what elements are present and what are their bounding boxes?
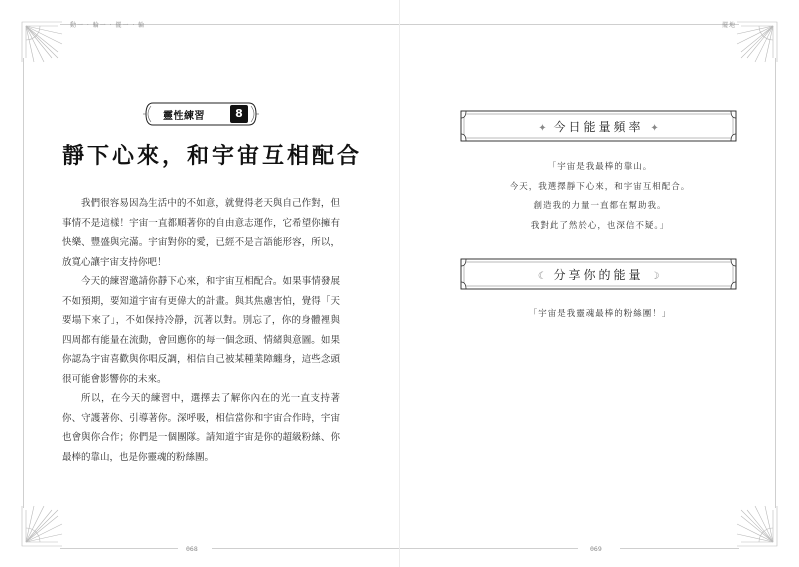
crescent-moon-icon: ☽ xyxy=(650,271,660,282)
sunburst-corner-ornament xyxy=(733,18,781,66)
page-title: 靜下心來，和宇宙互相配合 xyxy=(62,144,363,169)
page-number: 069 xyxy=(590,545,602,553)
sunburst-corner-ornament xyxy=(18,502,66,550)
section-header-share-energy xyxy=(460,258,737,290)
frame-bottom-line xyxy=(400,548,578,549)
frame-bottom-line xyxy=(60,548,178,549)
sparkle-icon: ✦ xyxy=(538,123,547,134)
frame-top-line xyxy=(400,24,739,25)
paragraph: 所以，在今天的練習中，選擇去了解你內在的光一直支持著你、守護著你、引導著你。深呼吸，相信當你和宇宙合作時，宇宙也會與你合作；你們是一個團隊。請知道宇宙是你的超級粉絲、你最棒的靠山，也是你靈魂的粉絲團。 xyxy=(62,393,340,463)
sunburst-corner-ornament xyxy=(733,502,781,550)
running-head: 擺地 xyxy=(722,22,737,29)
body-text xyxy=(62,194,340,467)
affirmation-line: 我對此了然於心，也深信不疑。」 xyxy=(530,220,670,231)
share-text xyxy=(440,305,760,325)
sunburst-corner-ornament xyxy=(18,18,66,66)
affirmation-text xyxy=(440,158,760,236)
badge-number: 8 xyxy=(230,105,248,123)
frame-bottom-line-right xyxy=(620,548,739,549)
affirmation-line: 今天，我選擇靜下心來，和宇宙互相配合。 xyxy=(509,181,691,192)
practice-badge xyxy=(143,100,259,128)
badge-label: 靈性練習 xyxy=(163,111,205,122)
section-title-text: 今日能量頻率 xyxy=(553,120,644,134)
right-page xyxy=(400,0,799,567)
affirmation-line: 創造我的力量一直都在幫助我。 xyxy=(533,201,667,211)
section-header-energy-frequency xyxy=(460,110,737,142)
left-page xyxy=(0,0,399,567)
section-title xyxy=(460,118,737,135)
frame-bottom-line-right xyxy=(212,548,399,549)
page-number: 068 xyxy=(186,545,198,553)
crescent-moon-icon: ☾ xyxy=(537,271,547,282)
section-title xyxy=(460,266,737,283)
section-title-text: 分享你的能量 xyxy=(553,268,644,282)
paragraph: 今天的練習邀請你靜下心來，和宇宙互相配合。如果事情發展不如預期，要知道宇宙有更偉大的計畫。與其焦慮害怕，覺得「天要塌下來了」，不如保持冷靜，沉著以對。別忘了，你的身體裡與四周都有能量在流動，會回應你的每一個念頭、情緒與意圖。如果你認為宇宙喜歡與你唱反調，相信自己被某種業障纏身，這些念頭很可能會影響你的未來。 xyxy=(62,276,340,385)
affirmation-line: 「宇宙是我最棒的靠山。 xyxy=(547,162,653,172)
frame-left-line xyxy=(23,58,24,508)
paragraph: 我們很容易因為生活中的不如意，就覺得老天與自己作對，但事情不是這樣！宇宙一直都順著你的自由意志運作，它希望你擁有快樂、豐盛與完滿。宇宙對你的愛，已經不是言語能形容，所以，放寬心讓宇宙支持你吧！ xyxy=(62,198,340,268)
share-line: 「宇宙是我靈魂最棒的粉絲團！」 xyxy=(528,309,672,319)
frame-right-line xyxy=(775,58,776,508)
sparkle-icon: ✦ xyxy=(650,123,659,134)
running-head: 動一 · 輪一 · 擺一 · 輪 xyxy=(70,22,146,29)
